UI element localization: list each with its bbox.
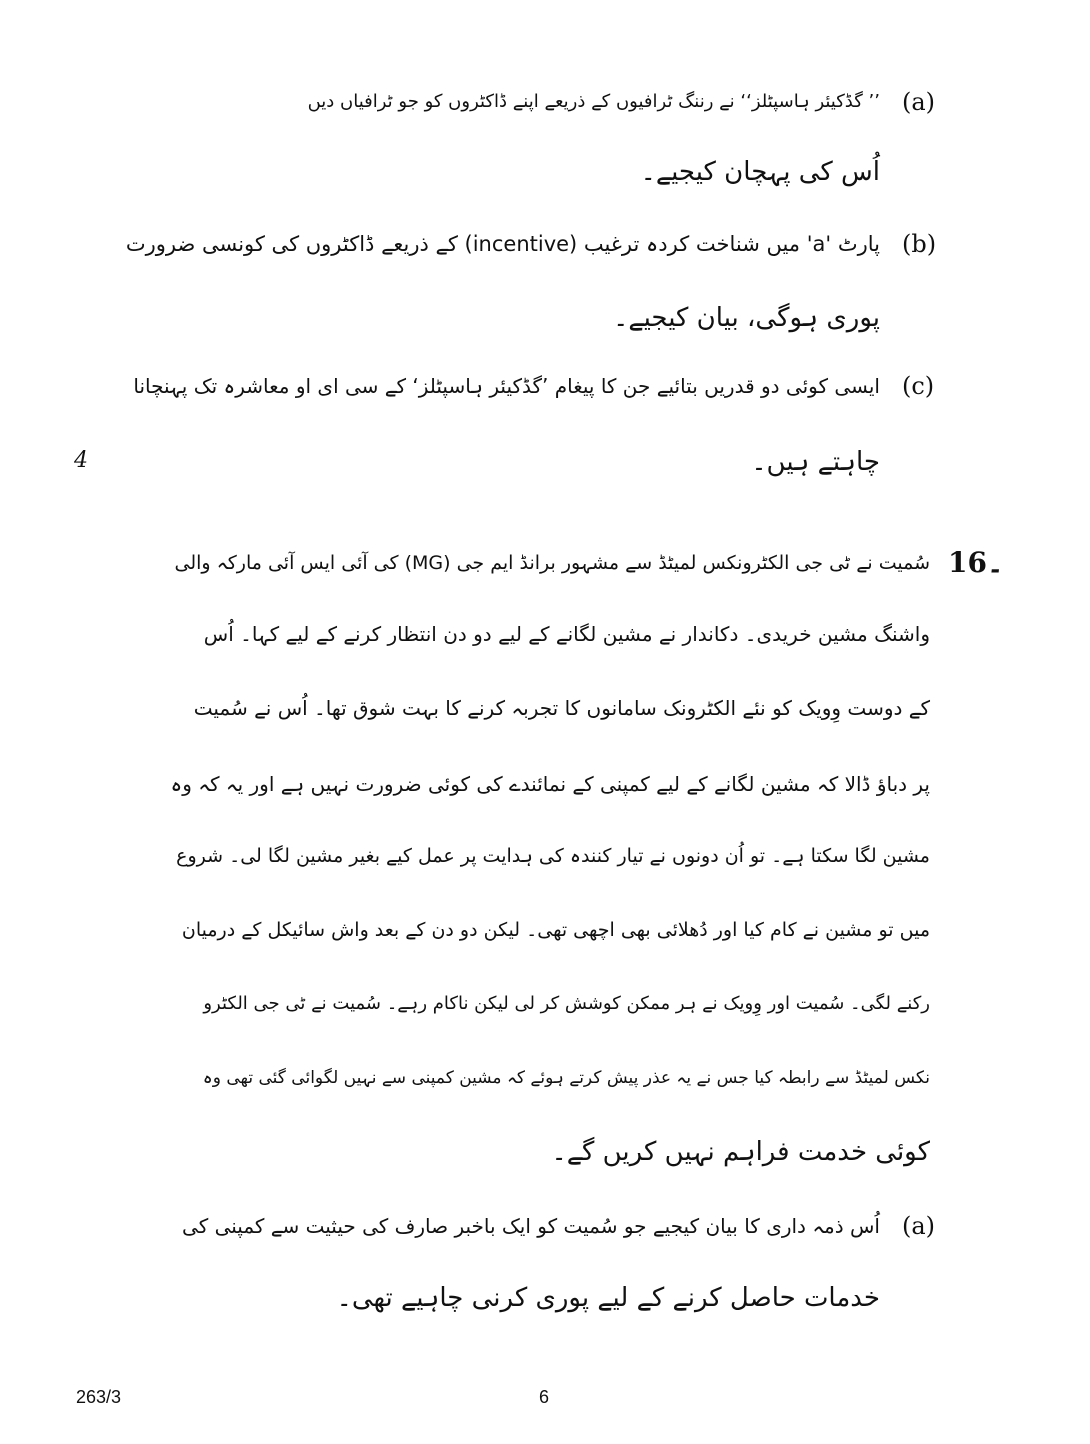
paper-code: 263/3: [76, 1387, 122, 1407]
part-b-prev-line-1: پارٹ 'a' میں شناخت کردہ ترغیب (incentive) کے ذریعے ڈاکٹروں کی کونسی ضرورت: [125, 232, 880, 256]
q16-part-a-line-1: اُس ذمہ داری کا بیان کیجیے جو سُمیت کو ایک باخبر صارف کی حیثیت سے کمپنی کی: [182, 1214, 880, 1238]
q16-line-4: پر دباؤ ڈالا کہ مشین لگانے کے لیے کمپنی کے نمائندے کی کوئی ضرورت نہیں ہے اور یہ کہ وہ: [170, 772, 930, 796]
q16-line-6: میں تو مشین نے کام کیا اور دُھلائی بھی اچھی تھی۔ لیکن دو دن کے بعد واش سائیکل کے درمیان: [181, 919, 930, 941]
part-a-prev-line-1: ’’ گڈکیئر ہاسپٹلز‘‘ نے رننگ ٹرافیوں کے ذریعے اپنے ڈاکٹروں کو جو ٹرافیاں دیں: [307, 91, 880, 112]
q16-line-9: کوئی خدمت فراہم نہیں کریں گے۔: [551, 1137, 930, 1167]
part-a-prev-line-2: اُس کی پہچان کیجیے۔: [640, 157, 880, 187]
q16-part-a-line-2: خدمات حاصل کرنے کے لیے پوری کرنی چاہیے تھی۔: [336, 1283, 880, 1313]
q16-line-2: واشنگ مشین خریدی۔ دکاندار نے مشین لگانے کے لیے دو دن انتظار کرنے کے لیے کہا۔ اُس: [203, 622, 930, 646]
part-b-prev-label: (b): [902, 230, 937, 258]
q16-part-a-label: (a): [902, 1212, 936, 1240]
part-c-prev-line-1: ایسی کوئی دو قدریں بتائیے جن کا پیغام ’گڈکیئر ہاسپٹلز‘ کے سی ای او معاشرہ تک پہنچانا: [133, 374, 880, 398]
part-c-prev-label: (c): [902, 372, 935, 400]
q16-line-1: سُمیت نے ٹی جی الکٹرونکس لمیٹڈ سے مشہور برانڈ ایم جی (MG) کی آئی ایس آئی مارکہ والی: [174, 552, 930, 574]
question-number: 16۔: [948, 546, 1004, 579]
marks: 4: [74, 448, 88, 473]
part-a-prev-label: (a): [902, 88, 936, 116]
part-c-prev-line-2: چاہتے ہیں۔: [751, 447, 880, 477]
page-number: 6: [539, 1387, 550, 1407]
q16-line-3: کے دوست وِویک کو نئے الکٹرونک سامانوں کا تجربہ کرنے کا بہت شوق تھا۔ اُس نے سُمیت: [193, 696, 930, 720]
q16-line-7: رکنے لگی۔ سُمیت اور وِویک نے ہر ممکن کوشش کر لی لیکن ناکام رہے۔ سُمیت نے ٹی جی الکٹرو: [203, 993, 930, 1014]
q16-line-5: مشین لگا سکتا ہے۔ تو اُن دونوں نے تیار کنندہ کی ہدایت پر عمل کیے بغیر مشین لگا لی۔ شروع: [176, 845, 930, 867]
part-b-prev-line-2: پوری ہوگی، بیان کیجیے۔: [613, 303, 880, 333]
q16-line-8: نکس لمیٹڈ سے رابطہ کیا جس نے یہ عذر پیش کرتے ہوئے کہ مشین کمپنی سے نہیں لگوائی گئی تھی وہ: [202, 1068, 930, 1088]
